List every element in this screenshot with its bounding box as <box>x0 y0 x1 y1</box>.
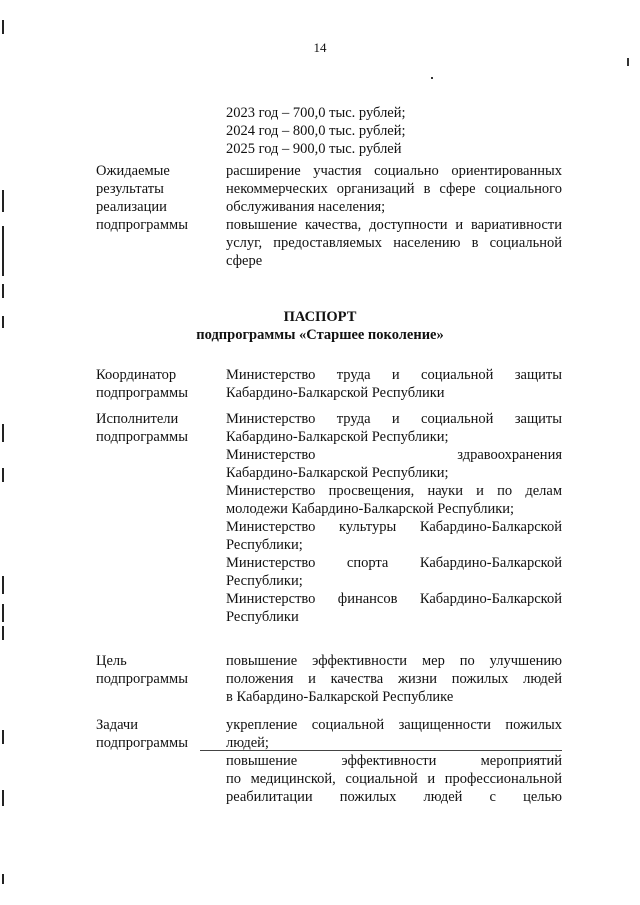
expected-results-label: Ожидаемые результаты реализации подпрограммы <box>96 163 188 233</box>
expected-results-text: расширение участия социально ориентированных некоммерческих организаций в сфере социального обслуживания населения; повышение качества, доступности и вариативности услуг, предоставляемых населению в социальной сфере <box>226 163 562 269</box>
executors-text: Министерство труда и социальной защиты Кабардино-Балкарской Республики; Министерство здравоохранения Кабардино-Балкарской Республики; Министерство просвещения, науки и по делам молодежи Кабардино-Балкарской Республики; Министерство культуры Кабардино-Балкарской Республики; Министерство спорта Кабардино-Балкарской Республики; Министерство финансов Кабардино-Балкарской Республики <box>226 411 562 625</box>
coordinator-text: Министерство труда и социальной защиты Кабардино-Балкарской Республики <box>226 367 562 401</box>
scan-dot <box>627 58 629 66</box>
goal-text: повышение эффективности мер по улучшению положения и качества жизни пожилых людей в Кабардино-Балкарской Республике <box>226 653 562 705</box>
tasks-label: Задачи подпрограммы <box>96 717 188 751</box>
tasks-text: укрепление социальной защищенности пожилых людей; повышение эффективности мероприятий по медицинской, социальной и профессиональной реабилитации пожилых людей с целью <box>226 717 562 805</box>
page-number: 14 <box>313 40 327 55</box>
goal-label: Цель подпрограммы <box>96 653 188 687</box>
passport-title: ПАСПОРТ <box>283 309 357 325</box>
scan-dot <box>431 77 433 79</box>
coordinator-label: Координатор подпрограммы <box>96 367 188 401</box>
funding-line-2024: 2024 год – 800,0 тыс. рублей; <box>226 123 406 139</box>
funding-line-2025: 2025 год – 900,0 тыс. рублей <box>226 141 402 157</box>
funding-lines <box>226 104 406 158</box>
passport-subtitle: подпрограммы «Старшее поколение» <box>196 327 444 343</box>
executors-label: Исполнители подпрограммы <box>96 411 188 445</box>
funding-line-2023: 2023 год – 700,0 тыс. рублей; <box>226 105 406 121</box>
